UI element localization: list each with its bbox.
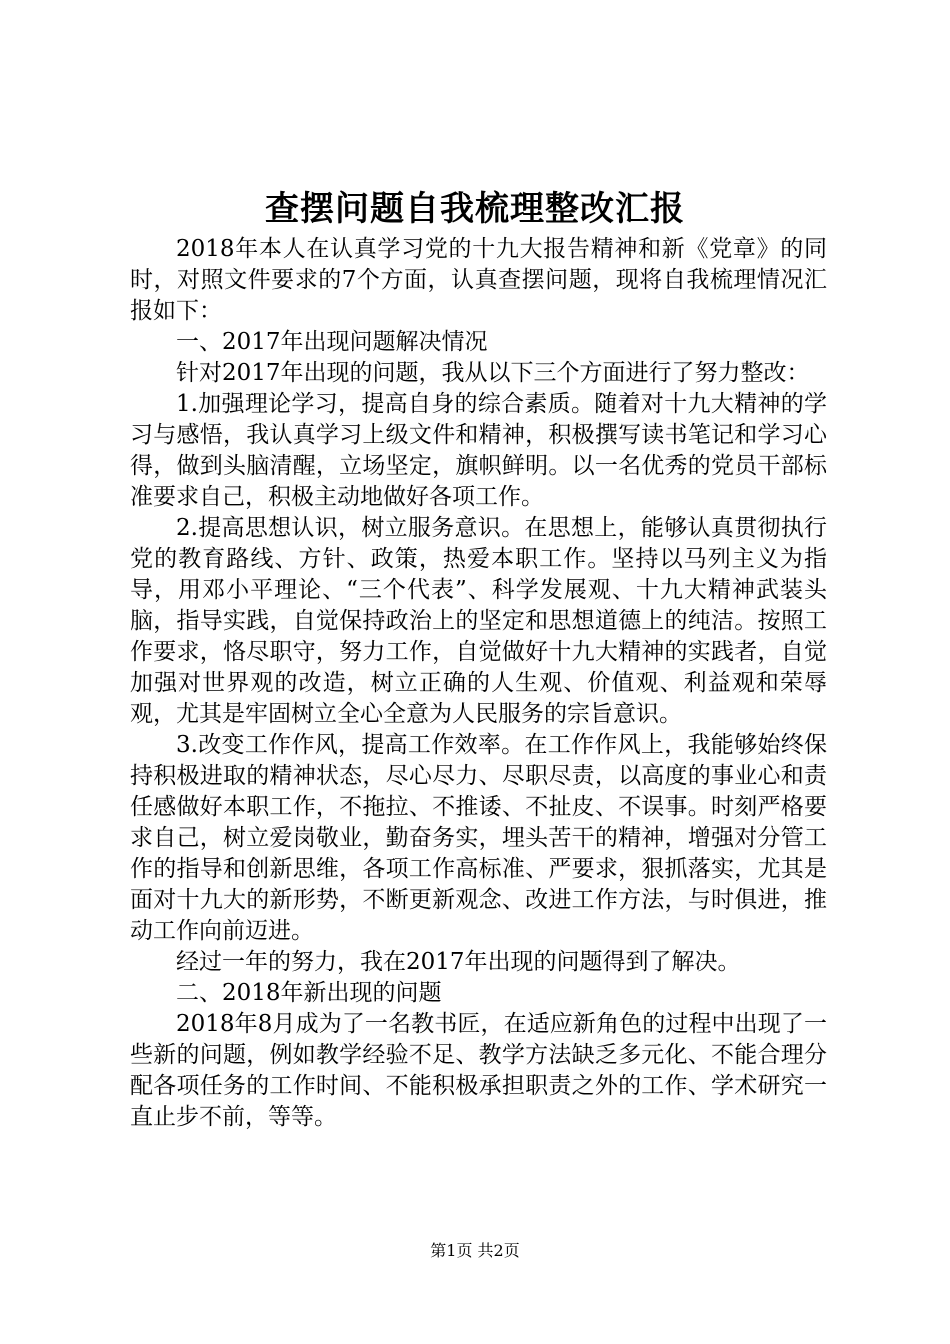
- document-body: [130, 234, 827, 1133]
- paragraph-intro: 2018年本人在认真学习党的十九大报告精神和新《党章》的同时，对照文件要求的7个方面，认真查摆问题，现将自我梳理情况汇报如下：: [130, 236, 827, 324]
- paragraph-result: 经过一年的努力，我在2017年出现的问题得到了解决。: [176, 949, 741, 975]
- page-footer: 第1页 共2页: [430, 1241, 520, 1260]
- paragraph-item-1: 1.加强理论学习，提高自身的综合素质。随着对十九大精神的学习与感悟，我认真学习上级文件和精神，积极撰写读书笔记和学习心得，做到头脑清醒，立场坚定，旗帜鲜明。以一名优秀的党员干部标准要求自己，积极主动地做好各项工作。: [130, 391, 827, 510]
- paragraph-item-2: 2.提高思想认识，树立服务意识。在思想上，能够认真贯彻执行党的教育路线、方针、政策，热爱本职工作。坚持以马列主义为指导，用邓小平理论、“三个代表”、科学发展观、十九大精神武装头脑，指导实践，自觉保持政治上的坚定和思想道德上的纯洁。按照工作要求，恪尽职守，努力工作，自觉做好十九大精神的实践者，自觉加强对世界观的改造，树立正确的人生观、价值观、利益观和荣辱观，尤其是牢固树立全心全意为人民服务的宗旨意识。: [130, 515, 827, 727]
- document-title: 查摆问题自我梳理整改汇报: [265, 189, 685, 229]
- section-heading-2018: 二、2018年新出现的问题: [176, 980, 442, 1006]
- section-heading-2017: 一、2017年出现问题解决情况: [176, 329, 488, 355]
- paragraph-item-3: 3.改变工作作风，提高工作效率。在工作作风上，我能够始终保持积极进取的精神状态，尽心尽力、尽职尽责，以高度的事业心和责任感做好本职工作，不拖拉、不推诿、不扯皮、不误事。时刻严格要求自己，树立爱岗敬业，勤奋务实，埋头苦干的精神，增强对分管工作的指导和创新思维，各项工作高标准、严要求，狠抓落实，尤其是面对十九大的新形势，不断更新观念、改进工作方法，与时俱进，推动工作向前迈进。: [130, 732, 827, 944]
- paragraph-2017-summary: 针对2017年出现的问题，我从以下三个方面进行了努力整改：: [176, 360, 810, 386]
- paragraph-2018-issues: 2018年8月成为了一名教书匠，在适应新角色的过程中出现了一些新的问题，例如教学经验不足、教学方法缺乏多元化、不能合理分配各项任务的工作时间、不能积极承担职责之外的工作、学术研究一直止步不前，等等。: [130, 1011, 827, 1130]
